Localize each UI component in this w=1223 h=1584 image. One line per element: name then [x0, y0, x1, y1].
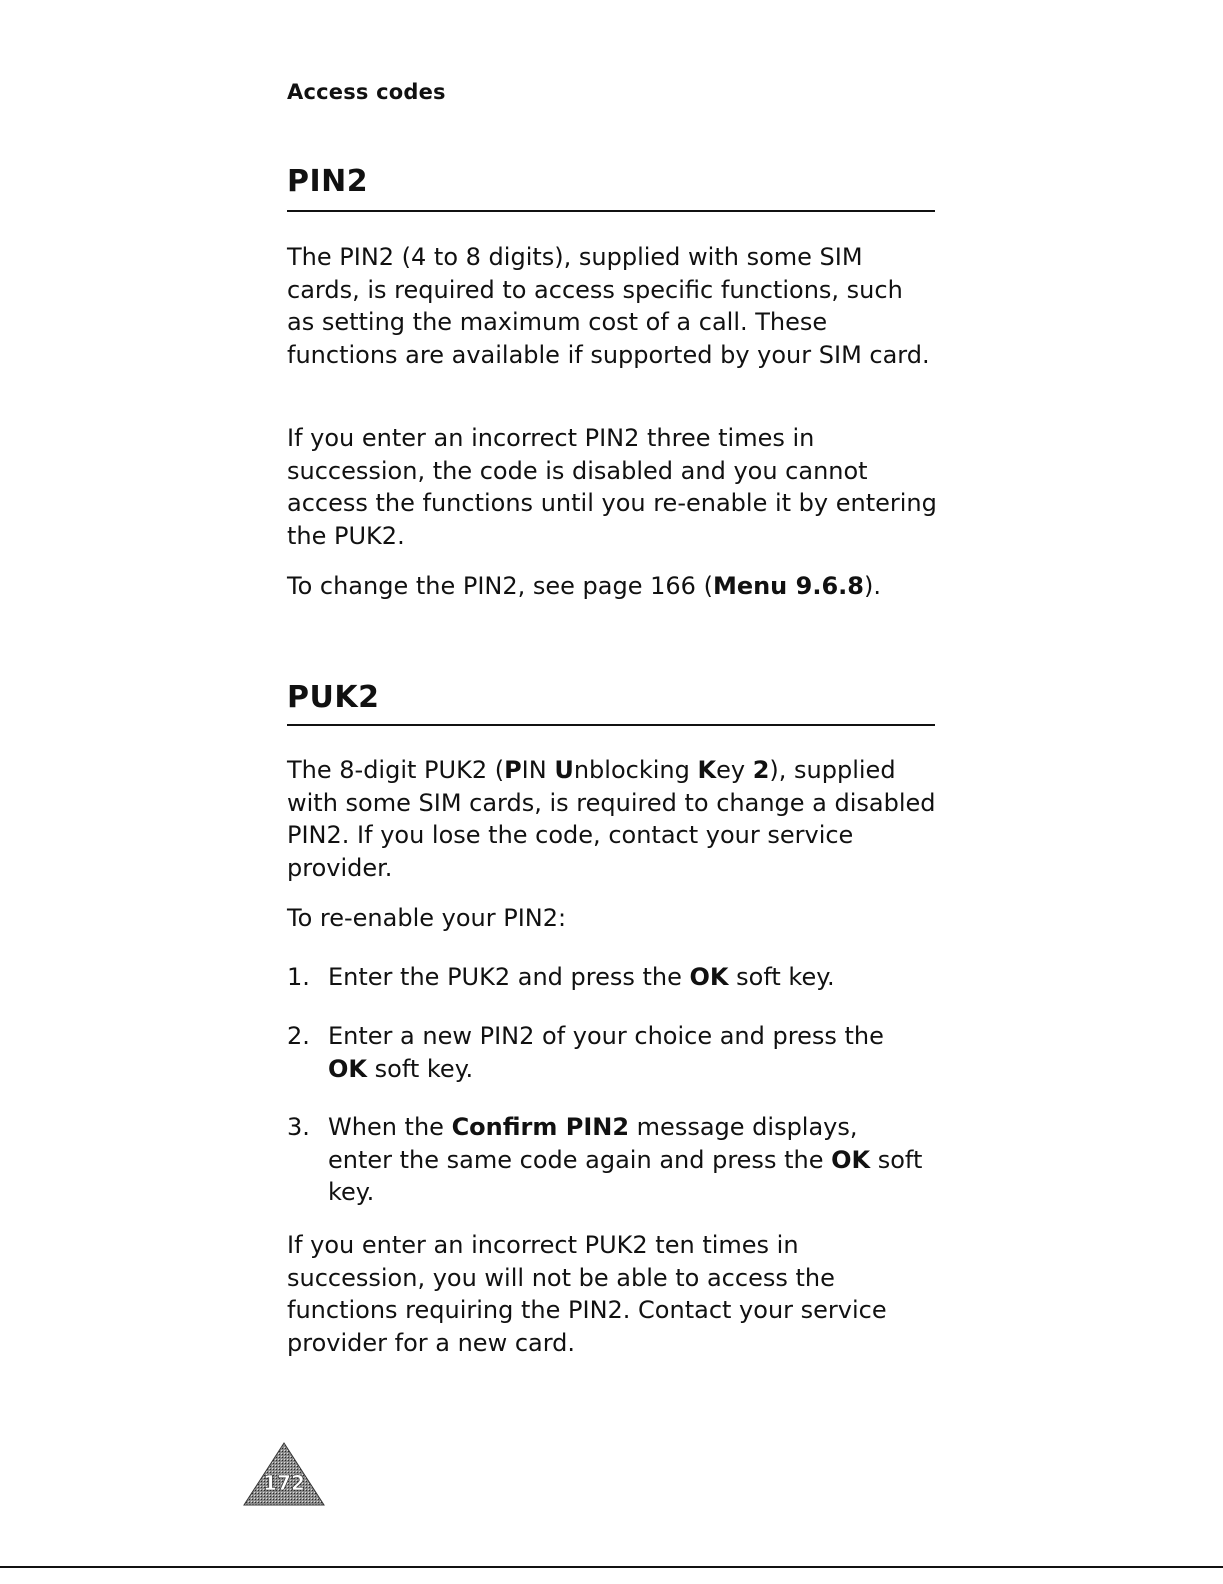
list-number: 1. [287, 963, 310, 991]
ok-soft-key-label: OK [328, 1054, 367, 1083]
puk2-paragraph-2: To re-enable your PIN2: [287, 904, 567, 932]
pin2-paragraph-1: The PIN2 (4 to 8 digits), supplied with some SIM cards, is required to access specific functions, such as setting the maximum cost of a call. These functions are available if supported by your SIM card. [287, 243, 930, 369]
section-title-pin2: PIN2 [287, 164, 369, 199]
section-rule [287, 724, 935, 726]
page-number-triangle-icon [243, 1442, 325, 1506]
puk2-paragraph-3: If you enter an incorrect PUK2 ten times in succession, you will not be able to access the functions requiring the PIN2. Contact your service provider for a new card. [287, 1231, 887, 1357]
bottom-border [0, 1566, 1223, 1568]
list-item: 3. When the Confirm PIN2 message displays, enter the same code again and press the OK soft key. [287, 1113, 923, 1206]
list-number: 2. [287, 1022, 310, 1050]
ok-soft-key-label: OK [689, 963, 729, 991]
confirm-pin2-message-label: Confirm PIN2 [451, 1113, 630, 1141]
list-item: 1. Enter the PUK2 and press the OK soft key. [287, 961, 927, 994]
menu-reference: Menu 9.6.8 [712, 572, 864, 600]
section-title-puk2: PUK2 [287, 680, 380, 715]
ok-soft-key-label: OK [831, 1145, 871, 1174]
page-number: 172 [263, 1471, 305, 1495]
pin2-paragraph-3: To change the PIN2, see page 166 (Menu 9.6.8). [287, 572, 881, 600]
puk2-paragraph-1: The 8-digit PUK2 (PIN Unblocking Key 2), supplied with some SIM cards, is required to change a disabled PIN2. If you lose the code, contact your service provider. [287, 756, 936, 882]
section-rule [287, 210, 935, 212]
list-number: 3. [287, 1113, 310, 1141]
pin2-paragraph-2: If you enter an incorrect PIN2 three times in succession, the code is disabled and you cannot access the functions until you re-enable it by entering the PUK2. [287, 424, 937, 550]
running-head: Access codes [287, 80, 446, 104]
list-item: 2. Enter a new PIN2 of your choice and press the OK soft key. [287, 1022, 884, 1083]
